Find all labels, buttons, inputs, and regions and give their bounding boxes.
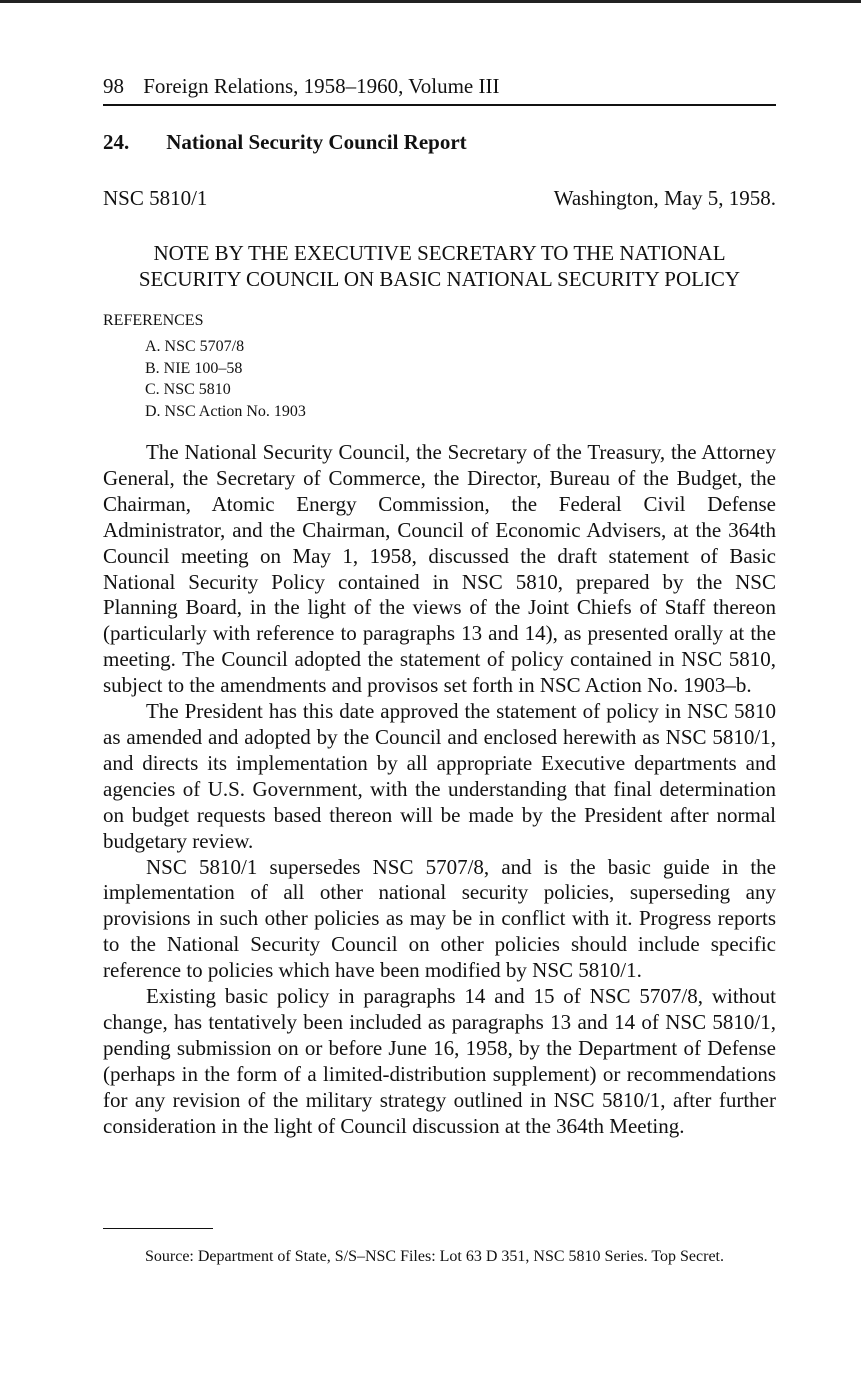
body-paragraph: NSC 5810/1 supersedes NSC 5707/8, and is the basic guide in the implementation of all other national security policies, superseding any provisions in such other policies as may be in conflict with it. Progress reports to the National Security Council on other policies should include specific reference to policies which have been modified by NSC 5810/1. [103, 854, 776, 983]
references-list [145, 336, 306, 422]
document-number: 24. [103, 130, 130, 154]
note-heading [103, 240, 776, 292]
note-heading-line: NOTE BY THE EXECUTIVE SECRETARY TO THE NATIONAL [153, 241, 726, 265]
document-id: NSC 5810/1 [103, 186, 208, 210]
header-rule [103, 104, 776, 106]
page-number: 98 [103, 74, 124, 98]
document-heading [103, 130, 467, 155]
reference-item: A. NSC 5707/8 [145, 338, 245, 355]
place-date: Washington, May 5, 1958. [553, 186, 776, 210]
footnote: Source: Department of State, S/S–NSC Files: Lot 63 D 351, NSC 5810 Series. Top Secret. [145, 1248, 724, 1265]
body-text [103, 440, 776, 1139]
document-title: National Security Council Report [166, 130, 467, 154]
references-label: REFERENCES [103, 312, 204, 329]
note-heading-line: SECURITY COUNCIL ON BASIC NATIONAL SECURITY POLICY [138, 267, 741, 291]
body-paragraph: Existing basic policy in paragraphs 14 and 15 of NSC 5707/8, without change, has tentatively been included as paragraphs 13 and 14 of NSC 5810/1, pending submission on or before June 16, 1958, by the Department of Defense (perhaps in the form of a limited-distribution supplement) or recommendations for any revision of the military strategy outlined in NSC 5810/1, after further consideration in the light of Council discussion at the 364th Meeting. [103, 984, 776, 1138]
reference-item: C. NSC 5810 [145, 381, 231, 398]
footnote-rule [103, 1228, 213, 1229]
reference-item: D. NSC Action No. 1903 [145, 402, 306, 420]
reference-item: B. NIE 100–58 [145, 359, 243, 377]
references-section [103, 312, 306, 422]
volume-title: Foreign Relations, 1958–1960, Volume III [143, 74, 500, 98]
page-top-border [0, 0, 861, 3]
body-paragraph: The President has this date approved the statement of policy in NSC 5810 as amended and adopted by the Council and enclosed herewith as NSC 5810/1, and directs its implementation by all appropriate Executive departments and agencies of U.S. Government, with the understanding that final determination on budget requests based thereon will be made by the President after normal budgetary review. [103, 699, 776, 853]
body-paragraph: The National Security Council, the Secretary of the Treasury, the Attorney General, the Secretary of Commerce, the Director, Bureau of the Budget, the Chairman, Atomic Energy Commission, the Federal Civil Defense Administrator, and the Chairman, Council of Economic Advisers, at the 364th Council meeting on May 1, 1958, discussed the draft statement of Basic National Security Policy contained in NSC 5810, prepared by the NSC Planning Board, in the light of the views of the Joint Chiefs of Staff thereon (particularly with reference to paragraphs 13 and 14), as presented orally at the meeting. The Council adopted the statement of policy contained in NSC 5810, subject to the amendments and provisos set forth in NSC Action No. 1903–b. [103, 440, 776, 698]
running-head [103, 74, 499, 99]
document-meta [103, 186, 776, 211]
